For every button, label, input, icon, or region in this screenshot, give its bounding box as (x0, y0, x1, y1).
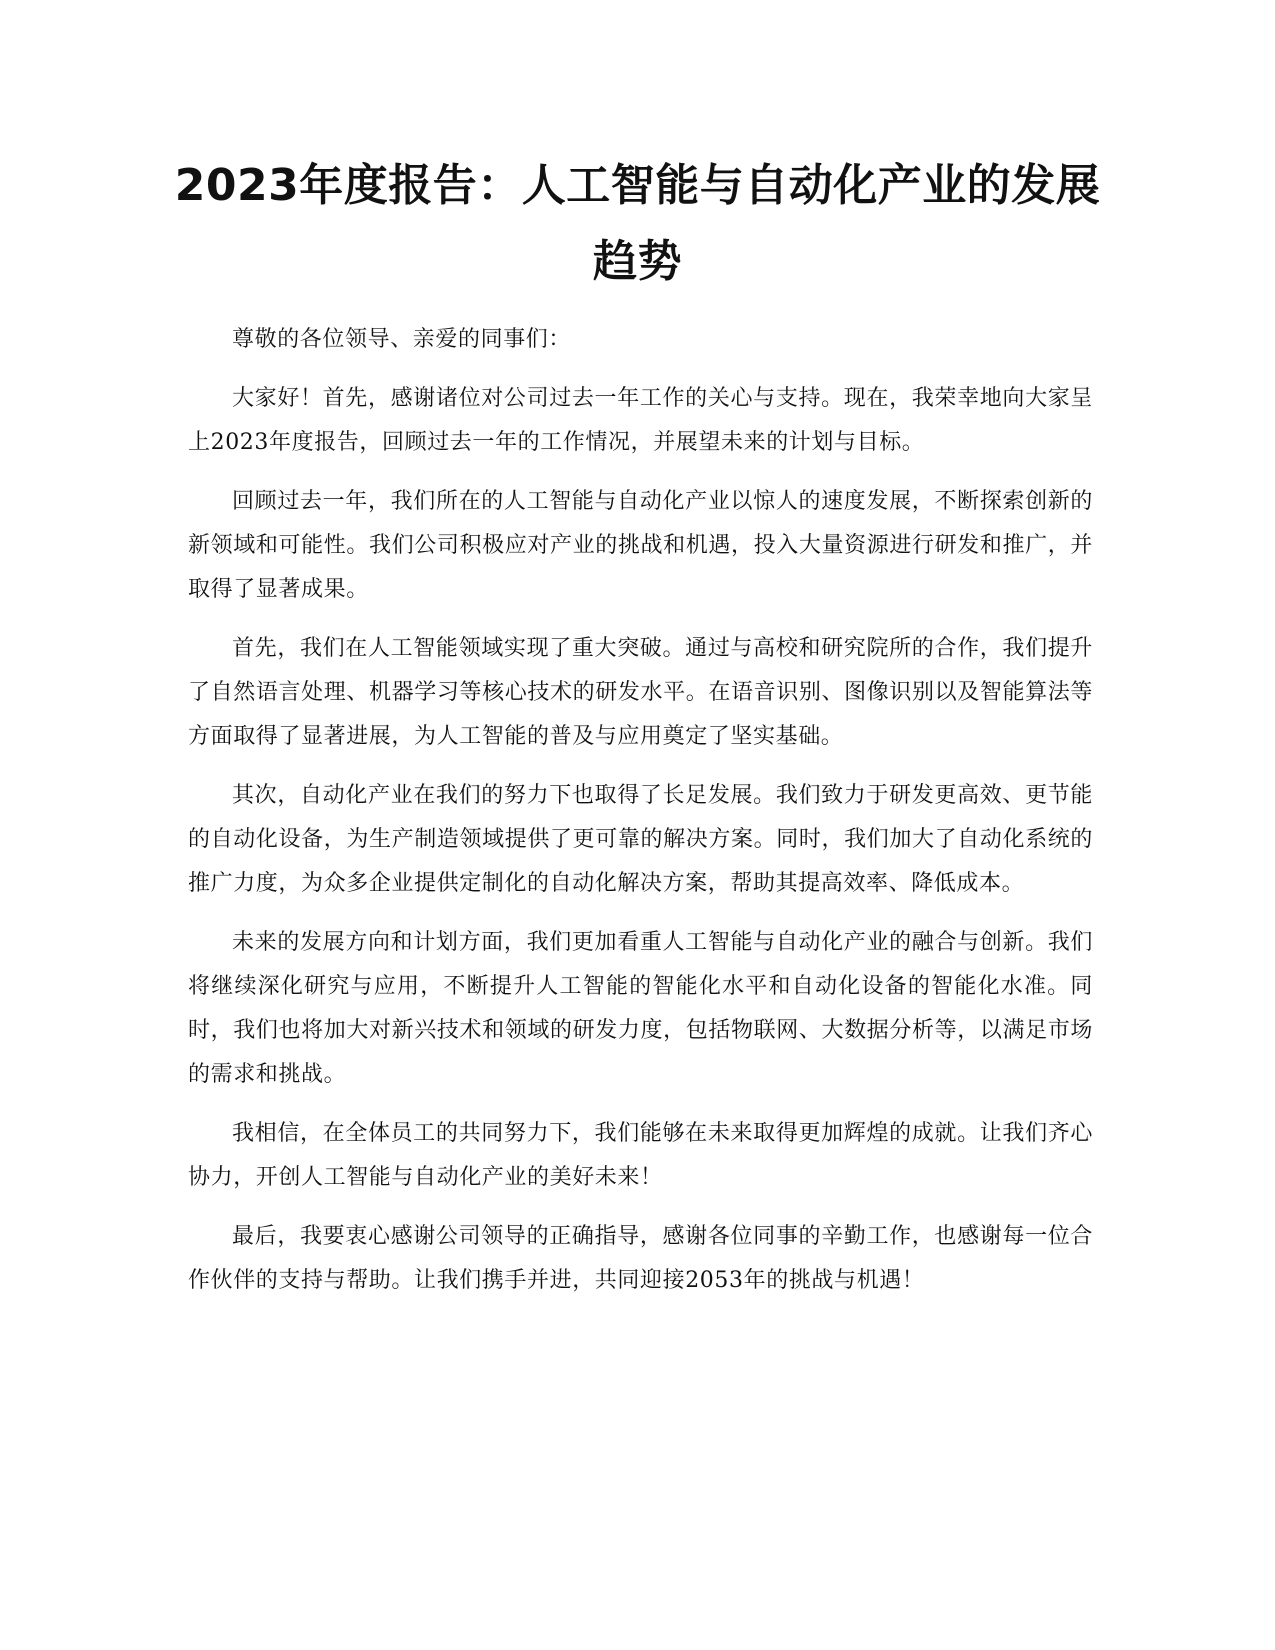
paragraph-encouragement: 我相信，在全体员工的共同努力下，我们能够在未来取得更加辉煌的成就。让我们齐心协力，开创人工智能与自动化产业的美好未来！ (188, 1121, 1093, 1190)
paragraph-automation-progress: 其次，自动化产业在我们的努力下也取得了长足发展。我们致力于研发更高效、更节能的自动化设备，为生产制造领域提供了更可靠的解决方案。同时，我们加大了自动化系统的推广力度，为众多企业提供定制化的自动化解决方案，帮助其提高效率、降低成本。 (188, 783, 1093, 896)
paragraph-greeting: 大家好！首先，感谢诸位对公司过去一年工作的关心与支持。现在，我荣幸地向大家呈上2023年度报告，回顾过去一年的工作情况，并展望未来的计划与目标。 (188, 386, 1093, 455)
paragraph-review: 回顾过去一年，我们所在的人工智能与自动化产业以惊人的速度发展，不断探索创新的新领域和可能性。我们公司积极应对产业的挑战和机遇，投入大量资源进行研发和推广，并取得了显著成果。 (188, 489, 1093, 602)
document-title: 2023年度报告：人工智能与自动化产业的发展趋势 (174, 160, 1101, 287)
paragraph-salutation: 尊敬的各位领导、亲爱的同事们： (232, 327, 572, 352)
document-body (188, 318, 1093, 1318)
paragraph-future-plans: 未来的发展方向和计划方面，我们更加看重人工智能与自动化产业的融合与创新。我们将继续深化研究与应用，不断提升人工智能的智能化水平和自动化设备的智能化水准。同时，我们也将加大对新兴技术和领域的研发力度，包括物联网、大数据分析等，以满足市场的需求和挑战。 (188, 930, 1093, 1087)
paragraph-ai-breakthrough: 首先，我们在人工智能领域实现了重大突破。通过与高校和研究院所的合作，我们提升了自然语言处理、机器学习等核心技术的研发水平。在语音识别、图像识别以及智能算法等方面取得了显著进展，为人工智能的普及与应用奠定了坚实基础。 (188, 636, 1093, 749)
paragraph-thanks: 最后，我要衷心感谢公司领导的正确指导，感谢各位同事的辛勤工作，也感谢每一位合作伙伴的支持与帮助。让我们携手并进，共同迎接2053年的挑战与机遇！ (188, 1224, 1093, 1293)
